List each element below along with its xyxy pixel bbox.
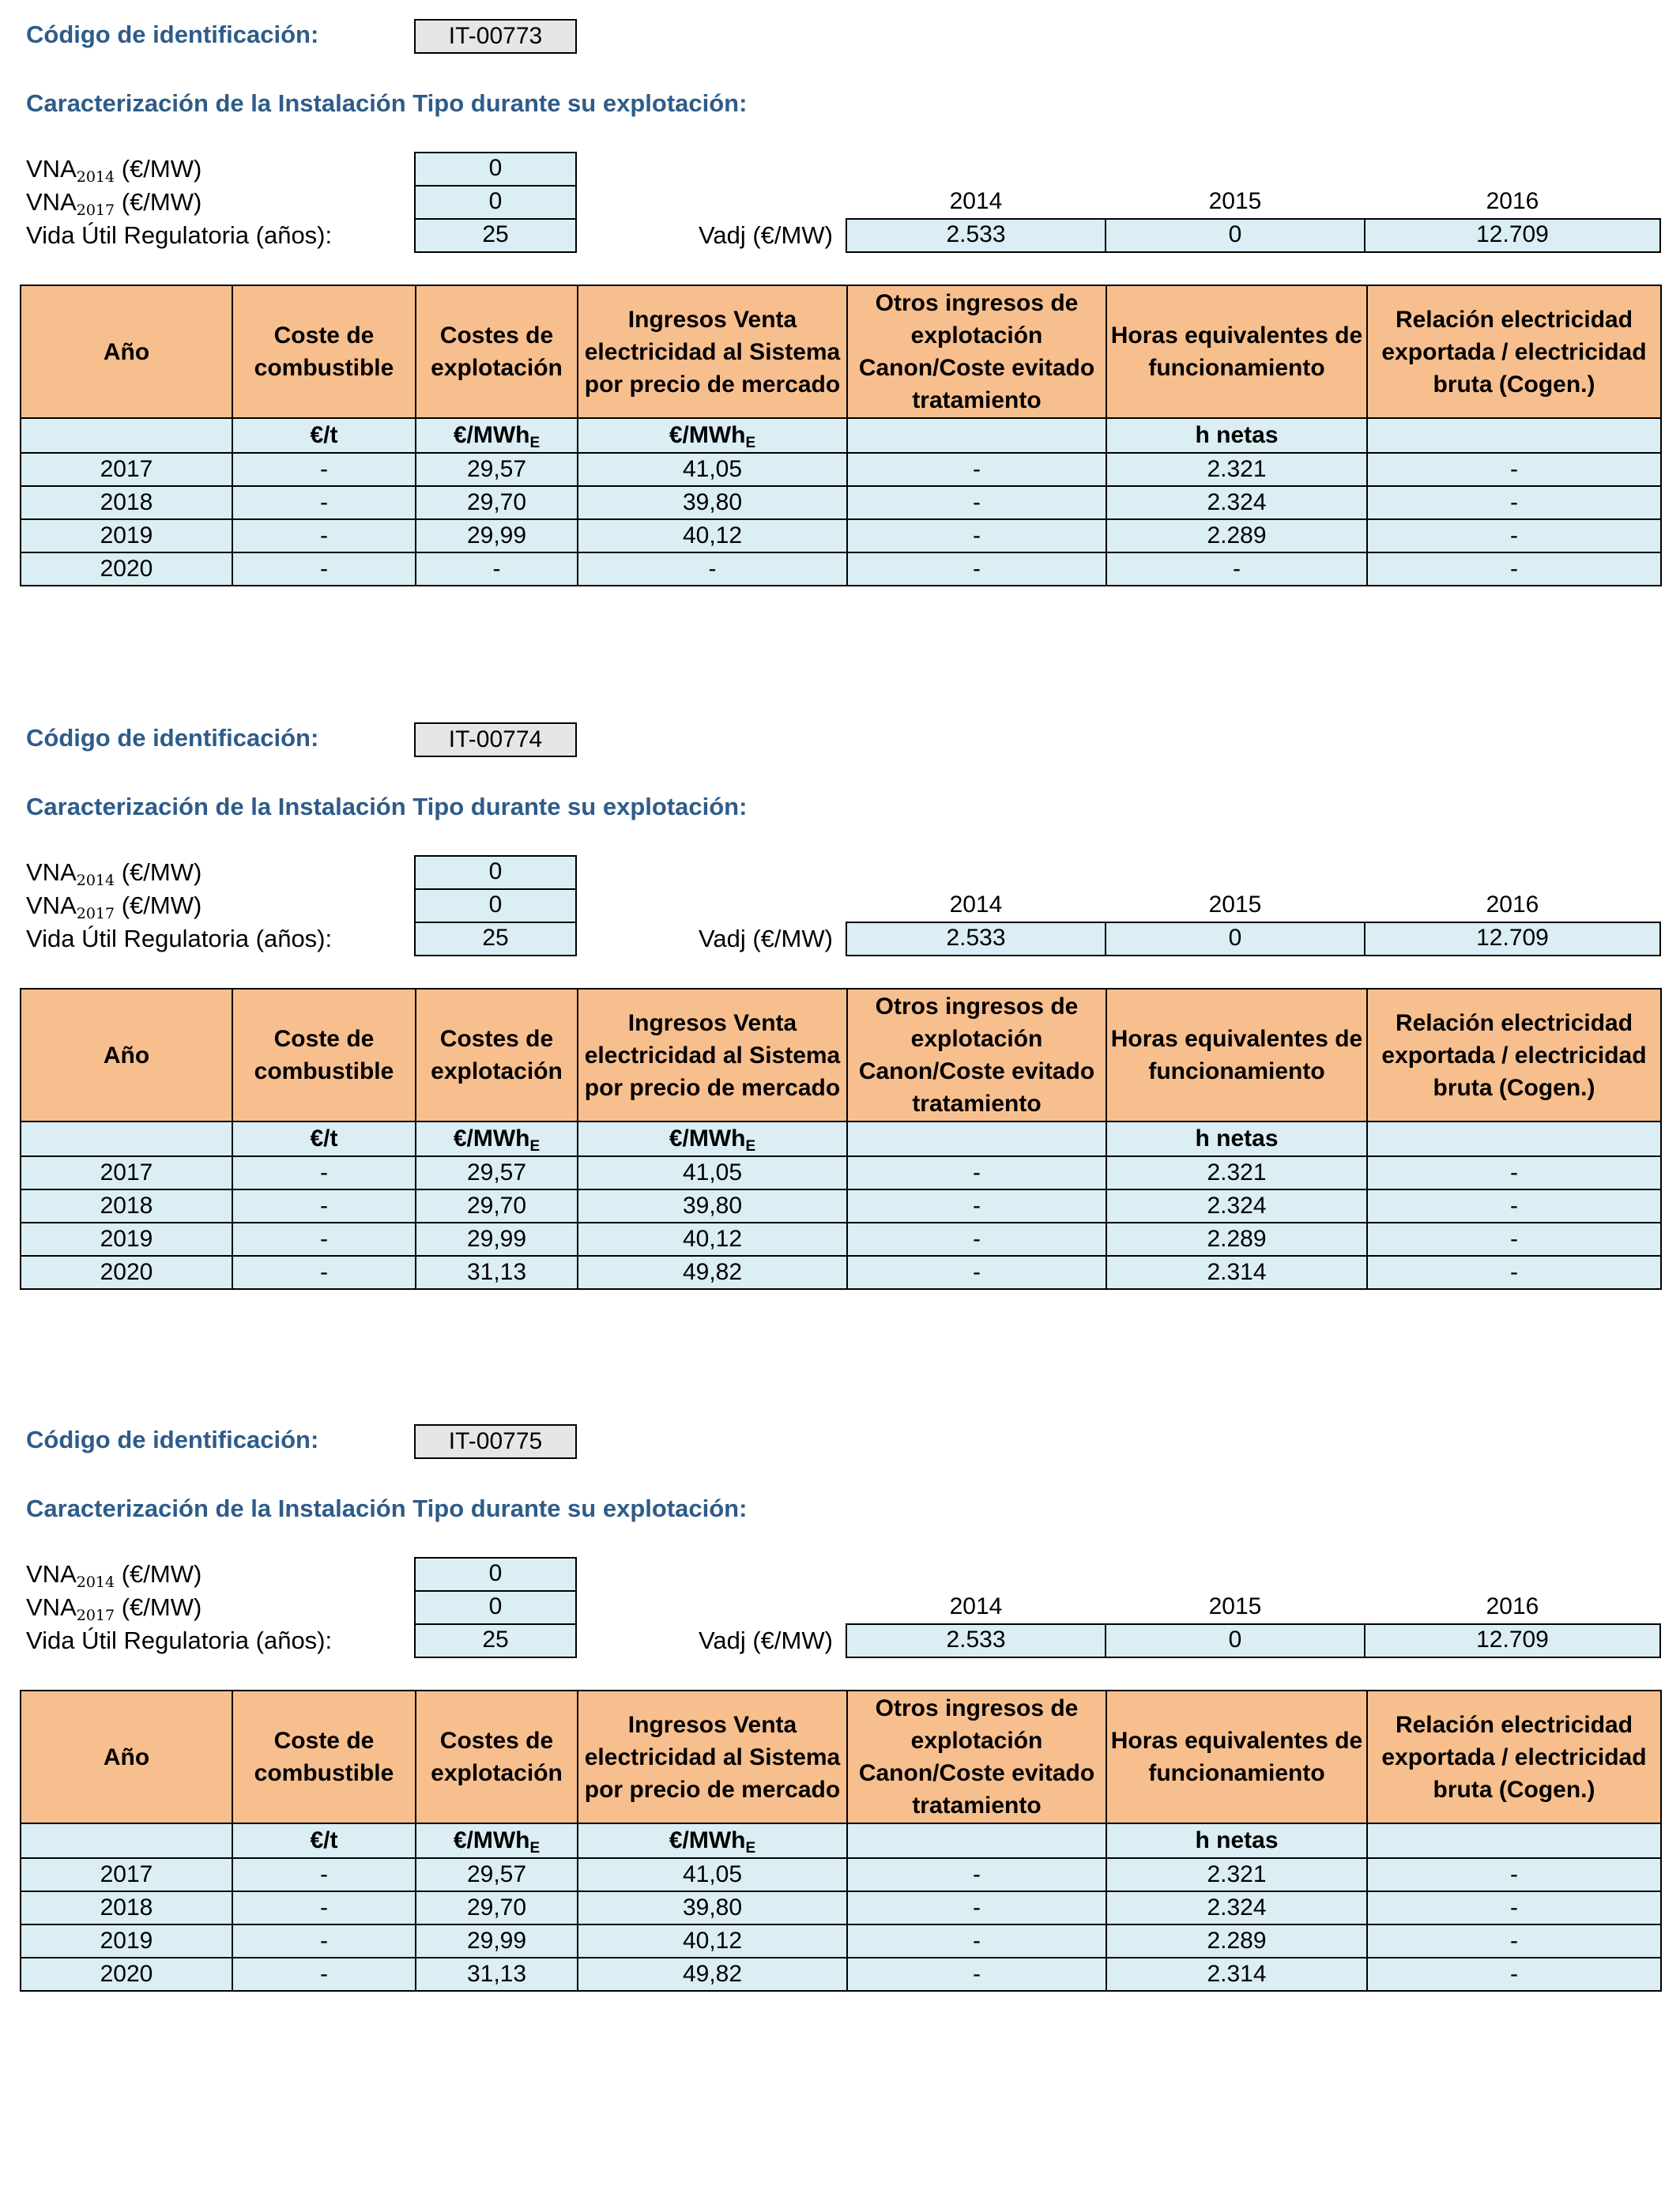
table-cell: 2020 xyxy=(21,552,232,586)
unit-explotacion: €/MWh$_E$ xyxy=(416,418,578,453)
unit-ingresos: €/MWh$_E$ xyxy=(578,418,847,453)
vna2017-value: 0 xyxy=(414,185,577,220)
table-cell: - xyxy=(232,1924,416,1958)
table-cell: - xyxy=(847,453,1106,486)
table-cell: 2020 xyxy=(21,1256,232,1289)
table-cell: - xyxy=(1367,1189,1661,1223)
table-cell: - xyxy=(1367,1958,1661,1991)
table-cell: 31,13 xyxy=(416,1958,578,1991)
adj-year-2016: 2016 xyxy=(1486,1593,1539,1619)
caracterizacion-heading: Caracterización de la Instalación Tipo durante su explotación: xyxy=(26,1495,748,1522)
table-header-row xyxy=(21,1691,1661,1823)
unit-cell-empty xyxy=(1367,1122,1661,1156)
table-cell: 31,13 xyxy=(416,1256,578,1289)
table-cell: - xyxy=(232,453,416,486)
col-header-coste-combustible: Coste de combustible xyxy=(232,1691,416,1823)
table-cell: - xyxy=(232,1958,416,1991)
table-row xyxy=(21,1958,1661,1991)
vna2017-label: VNA2017 (€/MW) xyxy=(26,1593,202,1624)
unit-combustible: €/t xyxy=(232,1122,416,1156)
table-cell: 2.289 xyxy=(1106,519,1367,552)
table-cell: - xyxy=(416,552,578,586)
table-cell: - xyxy=(1367,1891,1661,1924)
table-cell: - xyxy=(847,1223,1106,1256)
col-header-otros-ingresos: Otros ingresos de explotación Canon/Coste evitado tratamiento xyxy=(847,1691,1106,1823)
table-cell: 29,99 xyxy=(416,1223,578,1256)
table-cell: - xyxy=(847,1924,1106,1958)
vida-util-value: 25 xyxy=(414,218,577,253)
codigo-label: Código de identificación: xyxy=(26,21,319,48)
unit-cell-empty xyxy=(847,1823,1106,1858)
table-cell: 29,70 xyxy=(416,486,578,519)
table-cell: - xyxy=(232,1858,416,1891)
table-cell: 2.324 xyxy=(1106,1189,1367,1223)
vadj-2016-value: 12.709 xyxy=(1364,922,1661,956)
table-row xyxy=(21,1924,1661,1958)
unit-ingresos: €/MWh$_E$ xyxy=(578,1823,847,1858)
vadj-2015-value: 0 xyxy=(1105,922,1365,956)
codigo-label: Código de identificación: xyxy=(26,724,319,752)
adj-year-2015: 2015 xyxy=(1208,1593,1262,1619)
table-cell: 2.321 xyxy=(1106,453,1367,486)
col-header-ano: Año xyxy=(21,1691,232,1823)
table-cell: - xyxy=(1367,453,1661,486)
vadj-2015-value: 0 xyxy=(1105,218,1365,253)
unit-explotacion: €/MWh$_E$ xyxy=(416,1122,578,1156)
unit-combustible: €/t xyxy=(232,1823,416,1858)
table-cell: - xyxy=(232,1256,416,1289)
caracterizacion-heading: Caracterización de la Instalación Tipo durante su explotación: xyxy=(26,793,748,820)
table-row xyxy=(21,519,1661,552)
installation-id: IT-00775 xyxy=(414,1424,577,1459)
vadj-2014-value: 2.533 xyxy=(846,1623,1106,1658)
installation-block xyxy=(0,703,1680,1304)
table-cell: - xyxy=(847,1156,1106,1189)
table-cell: 40,12 xyxy=(578,1924,847,1958)
table-cell: - xyxy=(847,1858,1106,1891)
col-header-horas: Horas equivalentes de funcionamiento xyxy=(1106,285,1367,418)
table-row xyxy=(21,486,1661,519)
table-cell: 39,80 xyxy=(578,1891,847,1924)
table-cell: 2017 xyxy=(21,453,232,486)
table-cell: 41,05 xyxy=(578,1858,847,1891)
col-header-horas: Horas equivalentes de funcionamiento xyxy=(1106,1691,1367,1823)
col-header-otros-ingresos: Otros ingresos de explotación Canon/Coste evitado tratamiento xyxy=(847,989,1106,1122)
table-row xyxy=(21,1891,1661,1924)
table-row xyxy=(21,1223,1661,1256)
vida-util-value: 25 xyxy=(414,922,577,956)
col-header-ano: Año xyxy=(21,285,232,418)
unit-horas: h netas xyxy=(1106,1823,1367,1858)
table-cell: 2019 xyxy=(21,519,232,552)
table-cell: - xyxy=(847,519,1106,552)
table-cell: 2018 xyxy=(21,1189,232,1223)
table-cell: 49,82 xyxy=(578,1958,847,1991)
table-cell: 41,05 xyxy=(578,1156,847,1189)
adj-year-2015: 2015 xyxy=(1208,892,1262,918)
table-cell: 29,99 xyxy=(416,1924,578,1958)
unit-horas: h netas xyxy=(1106,418,1367,453)
table-row xyxy=(21,1256,1661,1289)
vadj-label: Vadj (€/MW) xyxy=(699,925,833,952)
table-cell: 29,57 xyxy=(416,1156,578,1189)
caracterizacion-heading: Caracterización de la Instalación Tipo durante su explotación: xyxy=(26,89,748,117)
installation-block xyxy=(0,1405,1680,2006)
table-cell: 2018 xyxy=(21,1891,232,1924)
col-header-relacion: Relación electricidad exportada / electricidad bruta (Cogen.) xyxy=(1367,1691,1661,1823)
vadj-2014-value: 2.533 xyxy=(846,922,1106,956)
table-cell: - xyxy=(1367,486,1661,519)
codigo-label: Código de identificación: xyxy=(26,1426,319,1453)
table-cell: - xyxy=(847,486,1106,519)
col-header-costes-explotacion: Costes de explotación xyxy=(416,1691,578,1823)
table-cell: - xyxy=(232,1891,416,1924)
table-cell: 49,82 xyxy=(578,1256,847,1289)
table-cell: 39,80 xyxy=(578,486,847,519)
table-cell: - xyxy=(1367,1858,1661,1891)
col-header-ano: Año xyxy=(21,989,232,1122)
adj-year-2016: 2016 xyxy=(1486,892,1539,918)
table-cell: - xyxy=(847,1891,1106,1924)
table-cell: - xyxy=(1367,1223,1661,1256)
table-cell: - xyxy=(1106,552,1367,586)
col-header-costes-explotacion: Costes de explotación xyxy=(416,989,578,1122)
vadj-2016-value: 12.709 xyxy=(1364,218,1661,253)
vna2014-label: VNA2014 (€/MW) xyxy=(26,858,202,889)
table-cell: 2020 xyxy=(21,1958,232,1991)
adj-year-2014: 2014 xyxy=(949,892,1003,918)
vna2017-label: VNA2017 (€/MW) xyxy=(26,188,202,219)
unit-cell-empty xyxy=(847,1122,1106,1156)
vna2017-label: VNA2017 (€/MW) xyxy=(26,892,202,922)
table-cell: 2017 xyxy=(21,1858,232,1891)
table-cell: - xyxy=(1367,1924,1661,1958)
installation-id: IT-00774 xyxy=(414,722,577,757)
table-cell: 2.289 xyxy=(1106,1924,1367,1958)
table-cell: - xyxy=(232,1223,416,1256)
units-row xyxy=(21,1122,1661,1156)
vna2014-label: VNA2014 (€/MW) xyxy=(26,1560,202,1591)
operation-table xyxy=(20,988,1662,1290)
vida-util-label: Vida Útil Regulatoria (años): xyxy=(26,1627,333,1654)
table-cell: - xyxy=(232,1156,416,1189)
col-header-ingresos-venta: Ingresos Venta electricidad al Sistema por precio de mercado xyxy=(578,285,847,418)
vadj-label: Vadj (€/MW) xyxy=(699,221,833,249)
table-row xyxy=(21,1156,1661,1189)
operation-table xyxy=(20,285,1662,586)
table-cell: - xyxy=(1367,1256,1661,1289)
operation-table xyxy=(20,1690,1662,1992)
table-cell: 2.324 xyxy=(1106,1891,1367,1924)
table-cell: - xyxy=(1367,1156,1661,1189)
table-cell: 2019 xyxy=(21,1223,232,1256)
table-cell: - xyxy=(847,1256,1106,1289)
table-cell: 2.289 xyxy=(1106,1223,1367,1256)
vadj-2014-value: 2.533 xyxy=(846,218,1106,253)
adj-year-2016: 2016 xyxy=(1486,188,1539,214)
vadj-2016-value: 12.709 xyxy=(1364,1623,1661,1658)
table-cell: - xyxy=(847,1958,1106,1991)
unit-explotacion: €/MWh$_E$ xyxy=(416,1823,578,1858)
units-row xyxy=(21,1823,1661,1858)
table-cell: 2.314 xyxy=(1106,1958,1367,1991)
table-cell: 2017 xyxy=(21,1156,232,1189)
col-header-coste-combustible: Coste de combustible xyxy=(232,989,416,1122)
unit-cell-empty xyxy=(1367,1823,1661,1858)
vna2017-value: 0 xyxy=(414,888,577,923)
table-cell: - xyxy=(232,1189,416,1223)
unit-cell-empty xyxy=(21,418,232,453)
table-cell: 2.321 xyxy=(1106,1858,1367,1891)
vna2014-label: VNA2014 (€/MW) xyxy=(26,155,202,186)
table-cell: - xyxy=(1367,552,1661,586)
vna2014-value: 0 xyxy=(414,152,577,187)
col-header-horas: Horas equivalentes de funcionamiento xyxy=(1106,989,1367,1122)
table-cell: 40,12 xyxy=(578,1223,847,1256)
table-cell: 2018 xyxy=(21,486,232,519)
vadj-label: Vadj (€/MW) xyxy=(699,1627,833,1654)
table-cell: - xyxy=(1367,519,1661,552)
col-header-costes-explotacion: Costes de explotación xyxy=(416,285,578,418)
adj-year-2015: 2015 xyxy=(1208,188,1262,214)
col-header-ingresos-venta: Ingresos Venta electricidad al Sistema por precio de mercado xyxy=(578,1691,847,1823)
table-cell: - xyxy=(847,552,1106,586)
col-header-relacion: Relación electricidad exportada / electricidad bruta (Cogen.) xyxy=(1367,285,1661,418)
vna2017-value: 0 xyxy=(414,1590,577,1625)
table-cell: 2.324 xyxy=(1106,486,1367,519)
table-cell: - xyxy=(847,1189,1106,1223)
table-header-row xyxy=(21,285,1661,418)
unit-cell-empty xyxy=(21,1122,232,1156)
units-row xyxy=(21,418,1661,453)
col-header-ingresos-venta: Ingresos Venta electricidad al Sistema por precio de mercado xyxy=(578,989,847,1122)
col-header-relacion: Relación electricidad exportada / electricidad bruta (Cogen.) xyxy=(1367,989,1661,1122)
vna2014-value: 0 xyxy=(414,1557,577,1592)
unit-combustible: €/t xyxy=(232,418,416,453)
vida-util-label: Vida Útil Regulatoria (años): xyxy=(26,925,333,952)
table-cell: 29,70 xyxy=(416,1891,578,1924)
adj-year-2014: 2014 xyxy=(949,188,1003,214)
table-cell: 29,70 xyxy=(416,1189,578,1223)
table-cell: - xyxy=(232,519,416,552)
unit-cell-empty xyxy=(1367,418,1661,453)
table-cell: 2.321 xyxy=(1106,1156,1367,1189)
unit-cell-empty xyxy=(847,418,1106,453)
table-cell: 29,99 xyxy=(416,519,578,552)
table-cell: 41,05 xyxy=(578,453,847,486)
table-cell: 29,57 xyxy=(416,1858,578,1891)
col-header-otros-ingresos: Otros ingresos de explotación Canon/Coste evitado tratamiento xyxy=(847,285,1106,418)
table-cell: 39,80 xyxy=(578,1189,847,1223)
vadj-2015-value: 0 xyxy=(1105,1623,1365,1658)
table-row xyxy=(21,453,1661,486)
vida-util-label: Vida Útil Regulatoria (años): xyxy=(26,221,333,249)
table-cell: - xyxy=(232,552,416,586)
table-cell: 40,12 xyxy=(578,519,847,552)
unit-horas: h netas xyxy=(1106,1122,1367,1156)
table-cell: 2.314 xyxy=(1106,1256,1367,1289)
vna2014-value: 0 xyxy=(414,855,577,890)
table-cell: 29,57 xyxy=(416,453,578,486)
col-header-coste-combustible: Coste de combustible xyxy=(232,285,416,418)
installation-id: IT-00773 xyxy=(414,19,577,54)
table-row xyxy=(21,552,1661,586)
table-row xyxy=(21,1858,1661,1891)
table-cell: - xyxy=(578,552,847,586)
installation-block xyxy=(0,0,1680,601)
vida-util-value: 25 xyxy=(414,1623,577,1658)
table-row xyxy=(21,1189,1661,1223)
adj-year-2014: 2014 xyxy=(949,1593,1003,1619)
table-header-row xyxy=(21,989,1661,1122)
unit-ingresos: €/MWh$_E$ xyxy=(578,1122,847,1156)
table-cell: - xyxy=(232,486,416,519)
unit-cell-empty xyxy=(21,1823,232,1858)
table-cell: 2019 xyxy=(21,1924,232,1958)
